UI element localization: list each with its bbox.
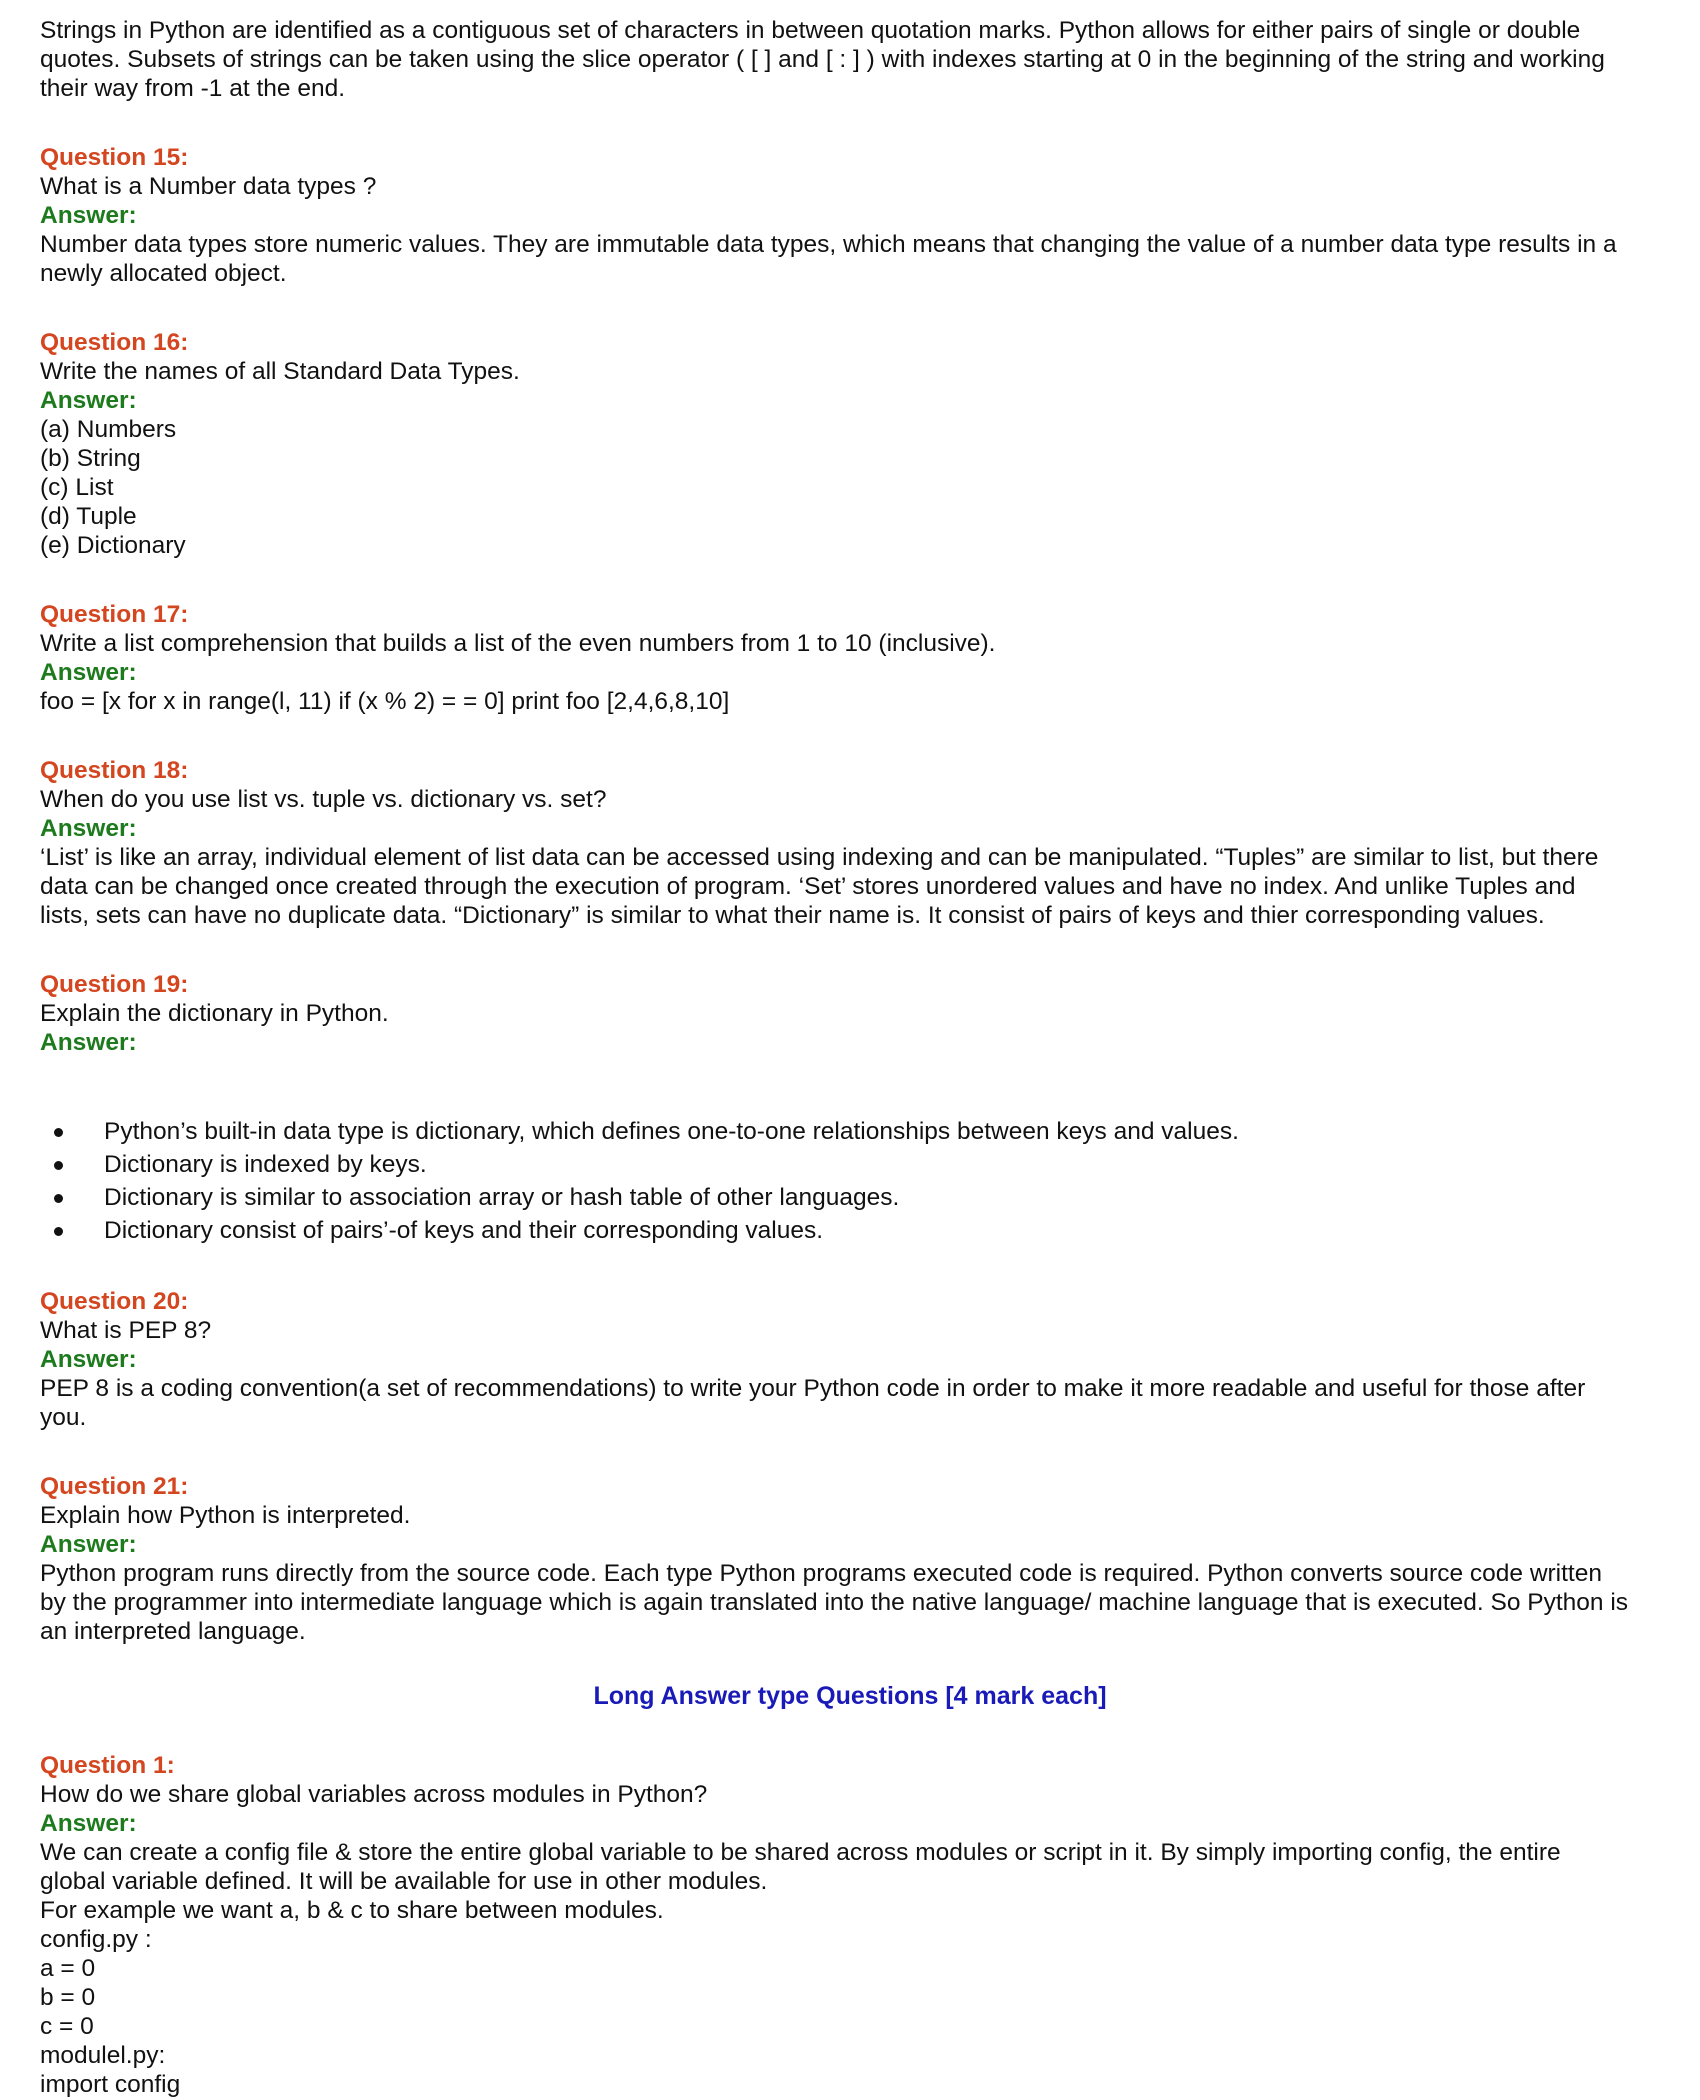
question-label: Question 16: [40,329,189,356]
answer-line: (b) String [40,445,141,472]
answer-line: Python program runs directly from the source code. Each type Python programs executed code is required. Python converts source code written [40,1560,1602,1587]
answer-line: by the programmer into intermediate language which is again translated into the native language/ machine language that is executed. So Python is [40,1589,1629,1616]
question-20 [40,1287,1660,1432]
code-line: c = 0 [40,2013,94,2040]
answer-line: foo = [x for x in range(l, 11) if (x % 2) = = 0] print foo [2,4,6,8,10] [40,688,730,715]
bullet-list [40,1115,1660,1247]
question-label: Question 19: [40,971,189,998]
code-line: b = 0 [40,1984,96,2011]
code-line: modulel.py: [40,2042,166,2069]
bullet-item: Python’s built-in data type is dictionary, which defines one-to-one relationships between keys and values. [40,1115,1660,1148]
answer-line: PEP 8 is a coding convention(a set of recommendations) to write your Python code in order to make it more readable and useful for those after [40,1375,1586,1402]
answer-line: global variable defined. It will be available for use in other modules. [40,1868,768,1895]
answer-line: lists, sets can have no duplicate data. “Dictionary” is similar to what their name is. It consist of pairs of keys and thier corresponding values. [40,902,1545,929]
bullet-dot-icon [54,1194,63,1203]
answer-line: Number data types store numeric values. They are immutable data types, which means that changing the value of a number data type results in a [40,231,1617,258]
answer-line: you. [40,1404,87,1431]
question-text: How do we share global variables across modules in Python? [40,1781,708,1808]
code-line: import config [40,2071,181,2098]
question-text: Explain how Python is interpreted. [40,1502,411,1529]
code-line: config.py : [40,1926,152,1953]
question-label: Question 15: [40,144,189,171]
intro-line: their way from -1 at the end. [40,75,346,102]
question-label: Question 21: [40,1473,189,1500]
intro-line: quotes. Subsets of strings can be taken using the slice operator ( [ ] and [ : ] ) with indexes starting at 0 in the beginning of the string and working [40,46,1605,73]
question-text: When do you use list vs. tuple vs. dictionary vs. set? [40,786,607,813]
question-15 [40,143,1660,288]
answer-line: ‘List’ is like an array, individual element of list data can be accessed using indexing and can be manipulated. “Tuples” are similar to list, but there [40,844,1599,871]
bullet-dot-icon [54,1161,63,1170]
answer-line: data can be changed once created through the execution of program. ‘Set’ stores unordered values and have no index. And unlike Tuples and [40,873,1576,900]
question-label: Question 18: [40,757,189,784]
code-line: a = 0 [40,1955,96,1982]
section-heading: Long Answer type Questions [4 mark each] [593,1682,1107,1710]
answer-label: Answer: [40,1029,137,1056]
answer-label: Answer: [40,1346,137,1373]
question-21 [40,1472,1660,1646]
question-17 [40,600,1660,716]
question-18 [40,756,1660,930]
question-16 [40,328,1660,560]
question-19 [40,970,1660,1247]
question-text: What is a Number data types ? [40,173,377,200]
bullet-dot-icon [54,1128,63,1137]
answer-line: (a) Numbers [40,416,177,443]
answer-line: (e) Dictionary [40,532,186,559]
question-label: Question 20: [40,1288,189,1315]
answer-label: Answer: [40,815,137,842]
answer-line: (d) Tuple [40,503,137,530]
answer-line: We can create a config file & store the entire global variable to be shared across modules or script in it. By simply importing config, the entire [40,1839,1561,1866]
question-label: Question 1: [40,1752,175,1779]
answer-label: Answer: [40,1531,137,1558]
answer-line: newly allocated object. [40,260,287,287]
long-question-1 [40,1751,1660,2099]
question-text: Explain the dictionary in Python. [40,1000,389,1027]
answer-line: an interpreted language. [40,1618,306,1645]
question-text: Write the names of all Standard Data Types. [40,358,520,385]
intro-paragraph [40,16,1660,103]
question-text: What is PEP 8? [40,1317,212,1344]
answer-line: For example we want a, b & c to share between modules. [40,1897,664,1924]
answer-label: Answer: [40,1810,137,1837]
answer-label: Answer: [40,202,137,229]
answer-line: (c) List [40,474,114,501]
answer-label: Answer: [40,387,137,414]
bullet-dot-icon [54,1227,63,1236]
intro-line: Strings in Python are identified as a contiguous set of characters in between quotation marks. Python allows for either pairs of single or double [40,17,1581,44]
bullet-item: Dictionary consist of pairs’-of keys and their corresponding values. [40,1214,1660,1247]
bullet-item: Dictionary is indexed by keys. [40,1148,1660,1181]
question-label: Question 17: [40,601,189,628]
question-text: Write a list comprehension that builds a list of the even numbers from 1 to 10 (inclusive). [40,630,996,657]
bullet-item: Dictionary is similar to association array or hash table of other languages. [40,1181,1660,1214]
answer-label: Answer: [40,659,137,686]
